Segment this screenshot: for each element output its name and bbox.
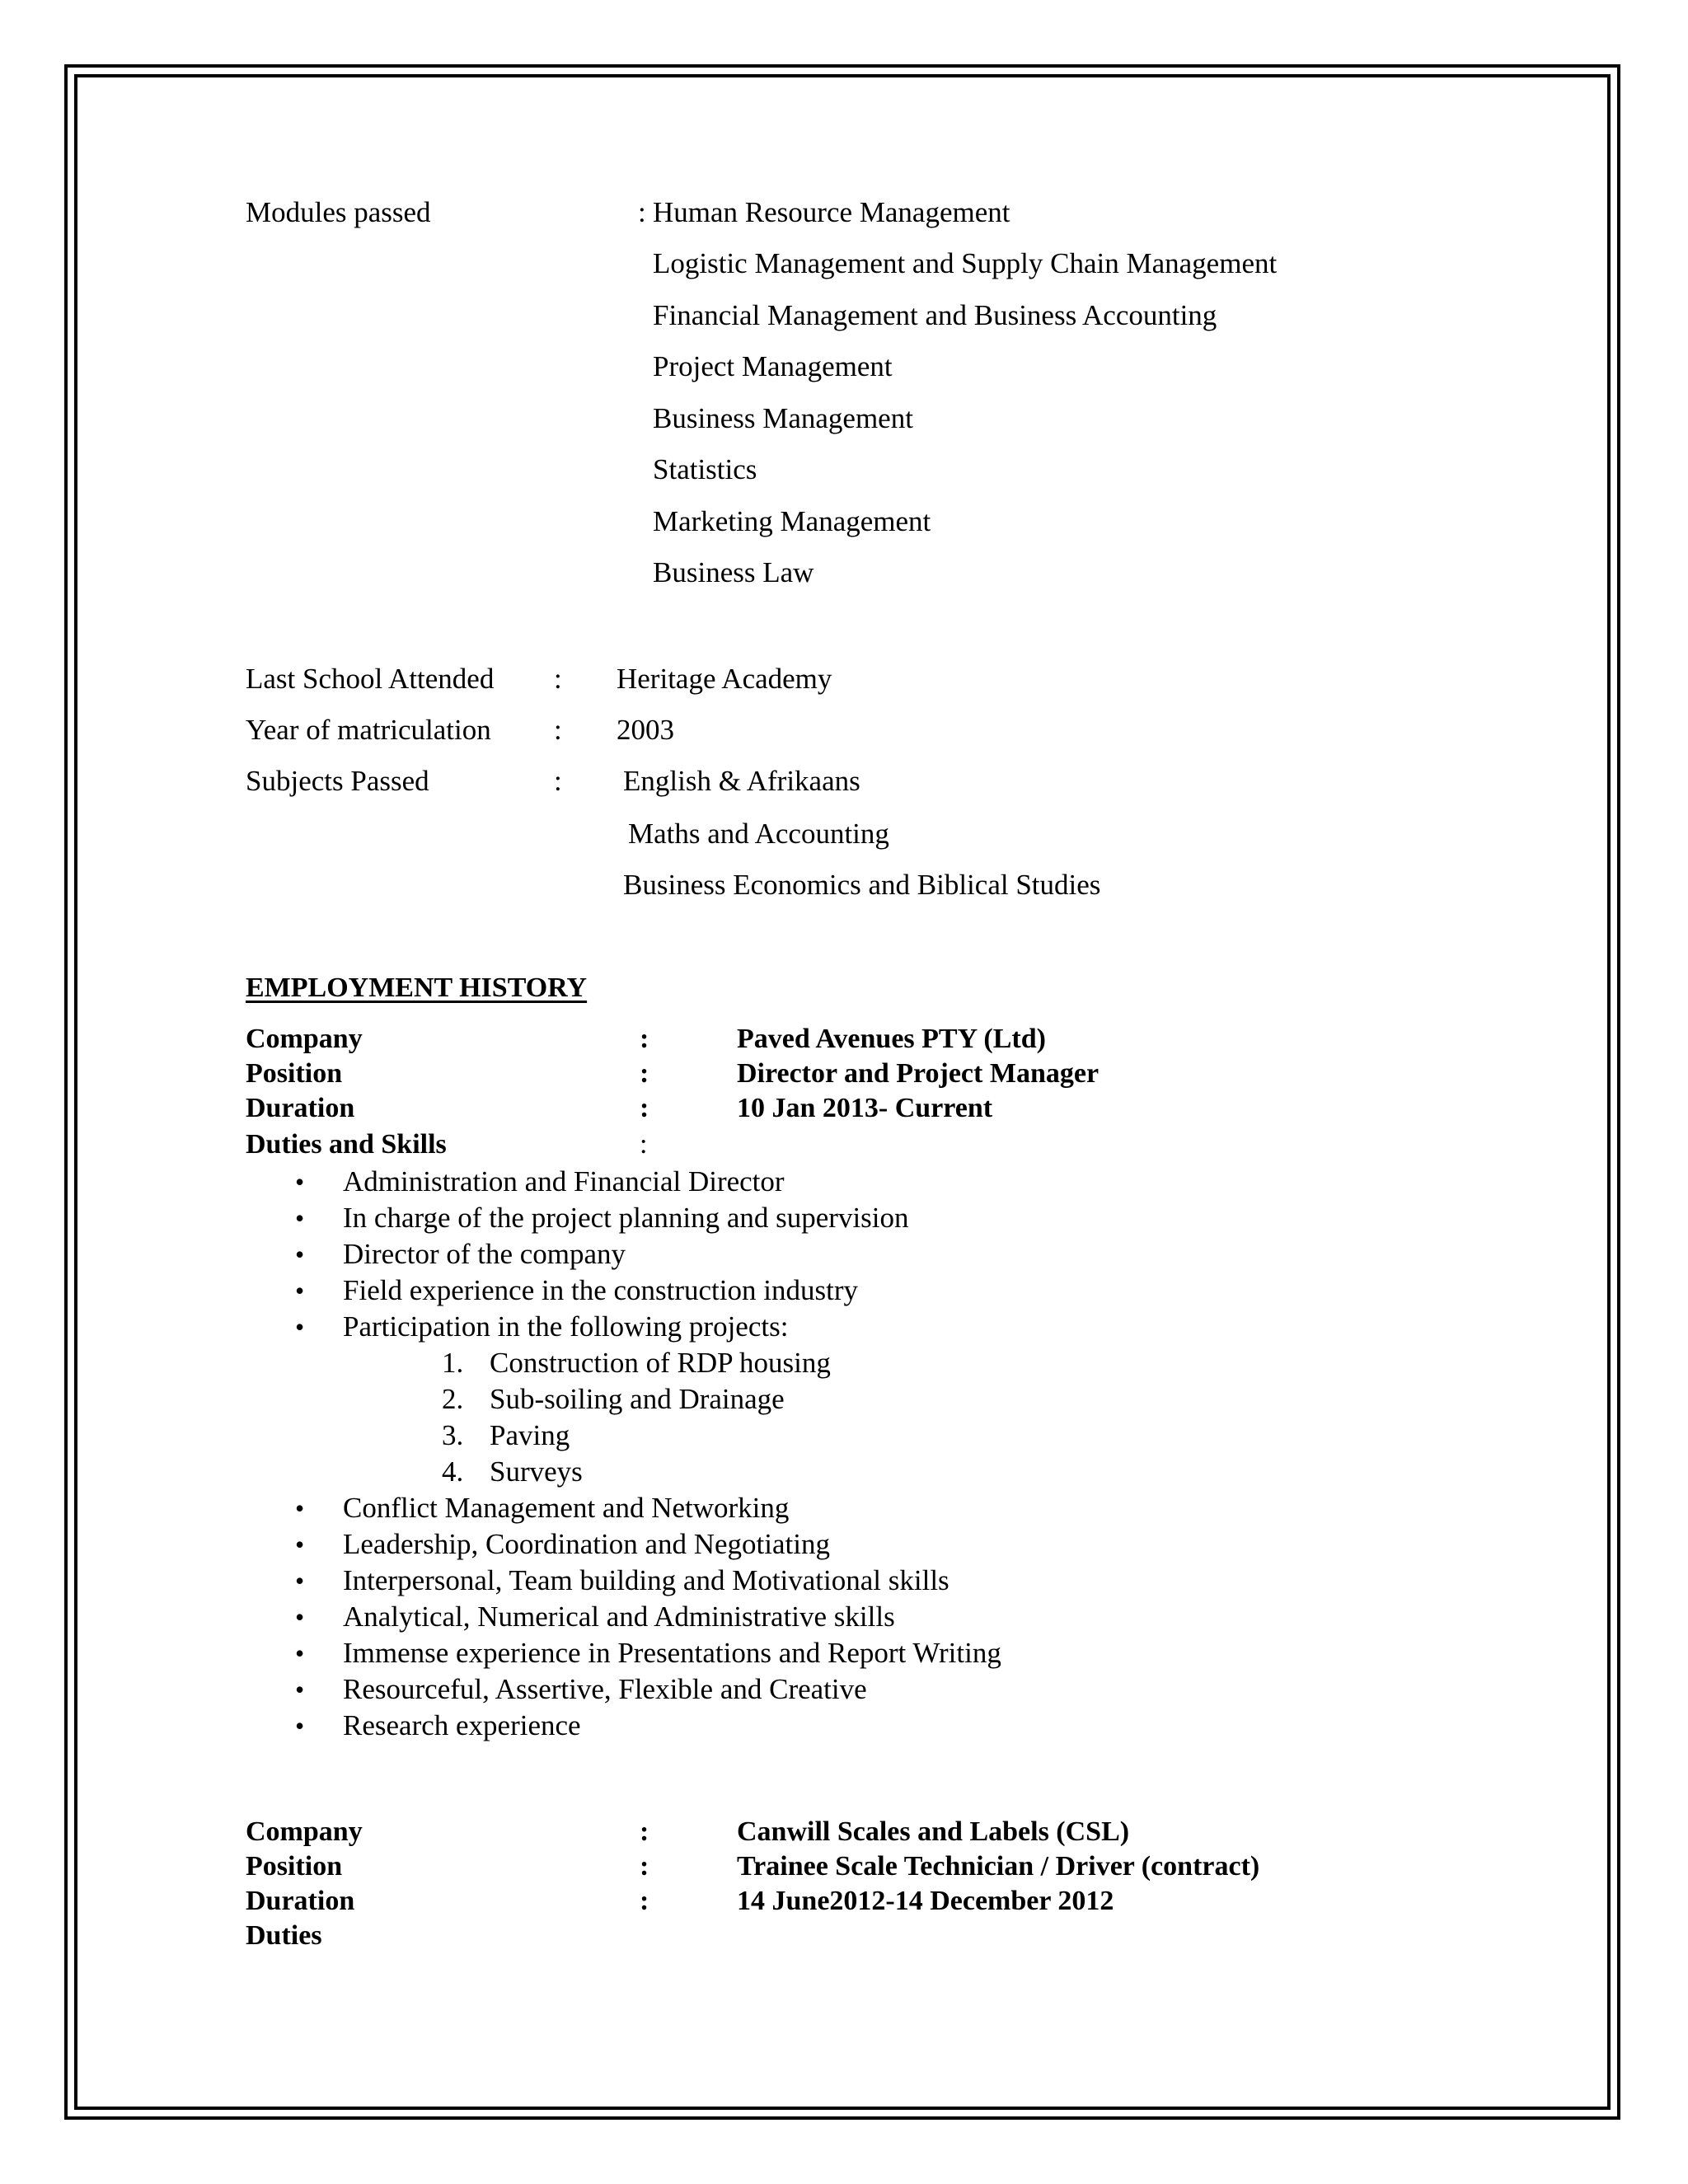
project-item: Paving (490, 1419, 570, 1451)
job1-duration-label: Duration (246, 1093, 355, 1123)
module-item: Financial Management and Business Accounting (653, 299, 1217, 331)
module-item: Logistic Management and Supply Chain Management (653, 247, 1278, 279)
job2-duties-label: Duties (246, 1920, 322, 1951)
last-school-label: Last School Attended (246, 663, 495, 695)
matriculation-year-colon: : (554, 714, 562, 746)
last-school-value: Heritage Academy (617, 663, 832, 695)
job1-position-value: Director and Project Manager (737, 1058, 1100, 1089)
bullet-icon: • (295, 1312, 305, 1342)
bullet-icon: • (295, 1530, 305, 1559)
project-item: Sub-soiling and Drainage (490, 1383, 785, 1415)
modules-passed-colon: : (638, 196, 646, 228)
bullet-icon: • (295, 1675, 305, 1704)
bullet-icon: • (295, 1566, 305, 1596)
duty-item: Research experience (343, 1709, 581, 1741)
job1-position-label: Position (246, 1058, 343, 1089)
subject-item: Maths and Accounting (628, 818, 889, 850)
module-item: Business Law (653, 556, 814, 588)
duty-item: Field experience in the construction industry (343, 1274, 858, 1306)
project-number: 1. (442, 1347, 464, 1379)
matriculation-year-label: Year of matriculation (246, 714, 491, 746)
project-item: Construction of RDP housing (490, 1347, 831, 1379)
duty-item: Analytical, Numerical and Administrative skills (343, 1601, 895, 1633)
modules-passed-label: Modules passed (246, 196, 431, 228)
job2-duration-colon: : (640, 1886, 649, 1916)
matriculation-year-value: 2003 (617, 714, 674, 746)
job2-duration-value: 14 June2012-14 December 2012 (737, 1886, 1114, 1916)
job1-company-label: Company (246, 1024, 363, 1054)
duty-item: Administration and Financial Director (343, 1165, 785, 1197)
module-item: Project Management (653, 350, 893, 382)
bullet-icon: • (295, 1638, 305, 1668)
job2-company-label: Company (246, 1816, 363, 1847)
project-number: 4. (442, 1455, 464, 1488)
job2-company-colon: : (640, 1816, 649, 1847)
project-number: 3. (442, 1419, 464, 1451)
module-item: Marketing Management (653, 505, 931, 537)
job1-duration-value: 10 Jan 2013- Current (737, 1093, 993, 1123)
job1-duration-colon: : (640, 1093, 649, 1123)
job1-company-value: Paved Avenues PTY (Ltd) (737, 1024, 1046, 1054)
bullet-icon: • (295, 1203, 305, 1233)
bullet-icon: • (295, 1602, 305, 1632)
duty-item: Immense experience in Presentations and Report Writing (343, 1637, 1001, 1669)
subject-item: English & Afrikaans (623, 765, 860, 797)
job2-duration-label: Duration (246, 1886, 355, 1916)
project-number: 2. (442, 1383, 464, 1415)
job2-position-colon: : (640, 1851, 649, 1882)
duty-item: Leadership, Coordination and Negotiating (343, 1528, 830, 1560)
duty-item: Participation in the following projects: (343, 1310, 789, 1343)
module-item: Statistics (653, 453, 757, 485)
bullet-icon: • (295, 1493, 305, 1523)
job1-position-colon: : (640, 1058, 649, 1089)
module-item: Human Resource Management (653, 196, 1010, 228)
job2-position-value: Trainee Scale Technician / Driver (contract) (737, 1851, 1260, 1882)
subjects-passed-label: Subjects Passed (246, 765, 429, 797)
job2-company-value: Canwill Scales and Labels (CSL) (737, 1816, 1130, 1847)
subjects-passed-colon: : (554, 765, 562, 797)
duty-item: In charge of the project planning and supervision (343, 1202, 909, 1234)
subject-item: Business Economics and Biblical Studies (623, 869, 1101, 901)
duty-item: Conflict Management and Networking (343, 1492, 790, 1524)
bullet-icon: • (295, 1711, 305, 1741)
bullet-icon: • (295, 1276, 305, 1305)
duty-item: Resourceful, Assertive, Flexible and Creative (343, 1673, 867, 1705)
job1-duties-label: Duties and Skills (246, 1129, 447, 1160)
job1-duties-colon: : (640, 1129, 648, 1160)
bullet-icon: • (295, 1240, 305, 1269)
last-school-colon: : (554, 663, 562, 695)
duty-item: Interpersonal, Team building and Motivational skills (343, 1564, 950, 1596)
job1-company-colon: : (640, 1024, 649, 1054)
job2-position-label: Position (246, 1851, 343, 1882)
project-item: Surveys (490, 1455, 583, 1488)
duty-item: Director of the company (343, 1238, 626, 1270)
employment-history-heading: EMPLOYMENT HISTORY (246, 972, 588, 1003)
bullet-icon: • (295, 1167, 305, 1197)
module-item: Business Management (653, 402, 913, 434)
